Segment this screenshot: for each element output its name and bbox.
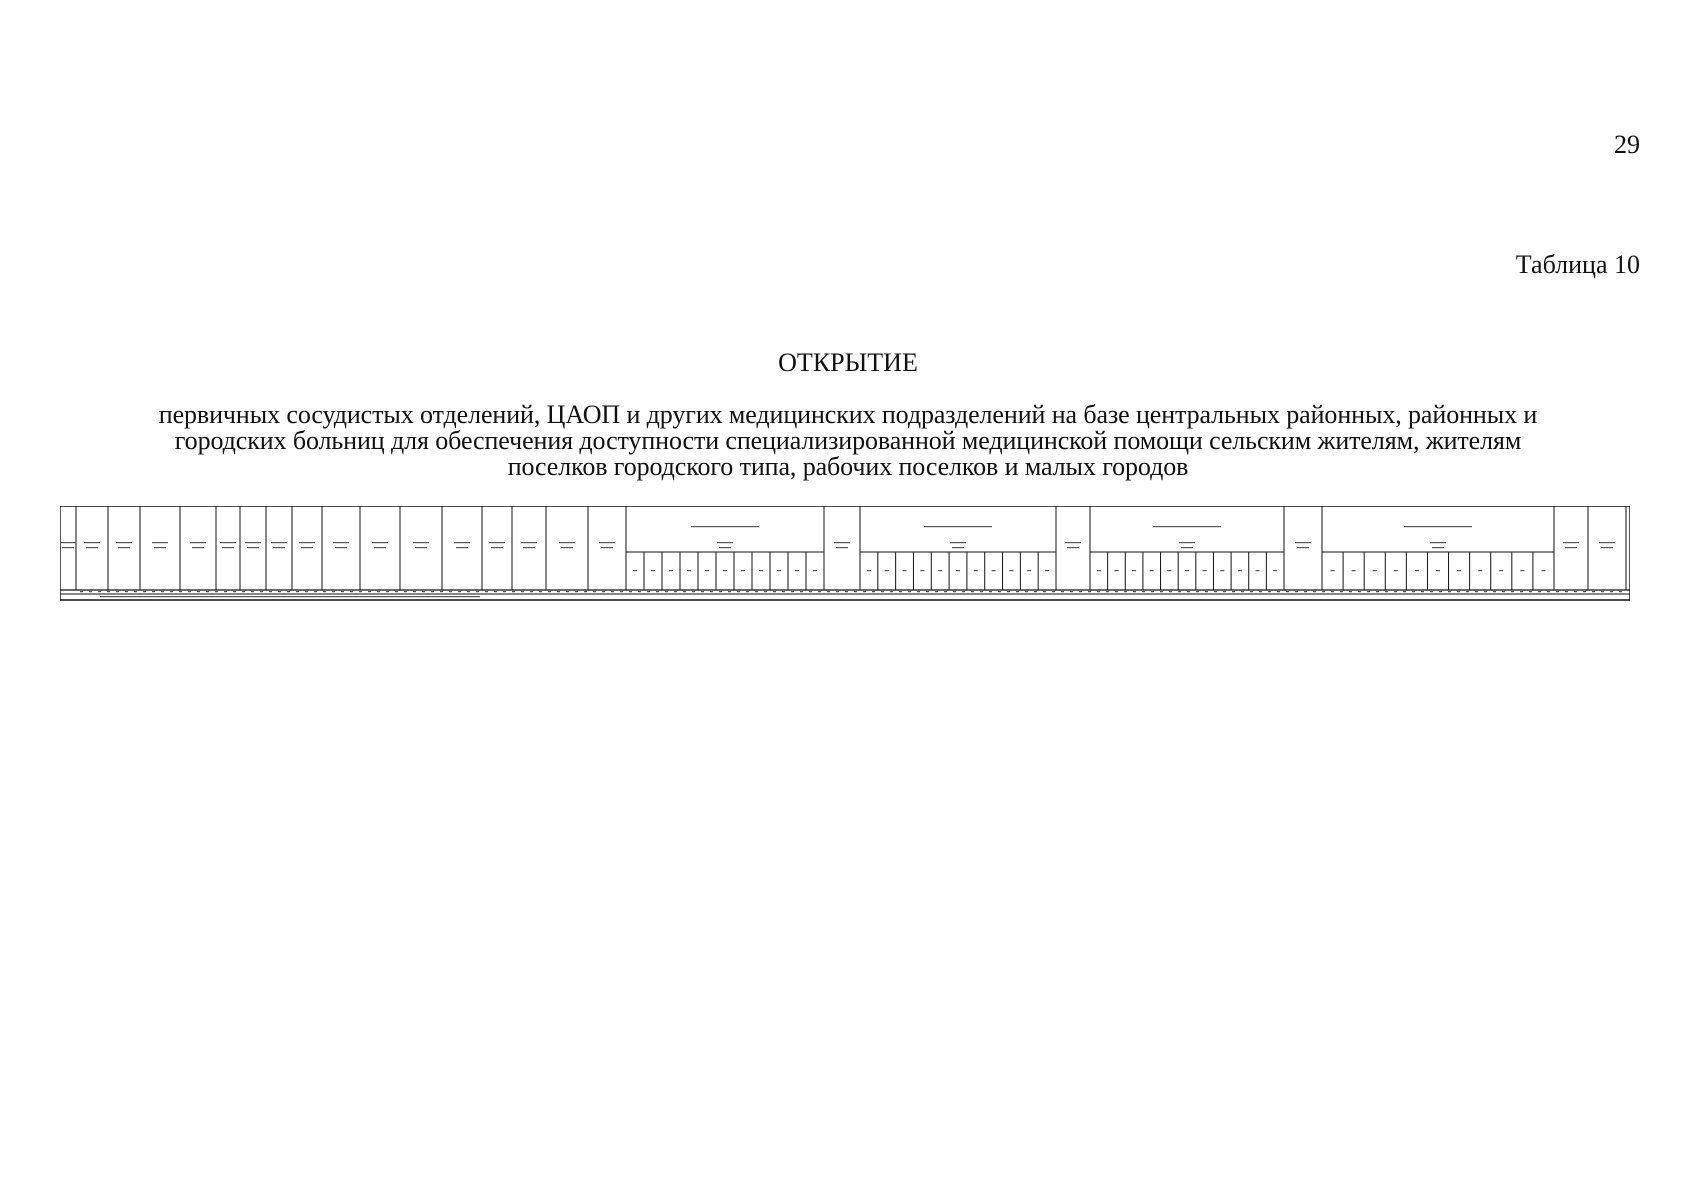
header-text-mark [561,547,573,548]
numbering-mark [215,591,218,592]
numbering-mark [188,591,191,592]
numbering-mark [503,591,506,592]
table-label: Таблица 10 [1515,250,1640,279]
header-text-mark [247,547,259,548]
group-title-mark [691,526,759,527]
header-text-mark [834,542,850,543]
subtitle-line: первичных сосудистых отделений, ЦАОП и других медицинских подразделений на базе центральных районных, районных и [158,400,1538,429]
numbering-mark [431,591,434,592]
subcolumn-label-mark [1150,570,1154,571]
subcolumn-label-mark [1273,570,1277,571]
numbering-mark [1412,591,1415,592]
numbering-mark [1358,591,1361,592]
numbering-mark [1196,591,1199,592]
header-text-mark [1432,547,1444,548]
subcolumn-label-mark [1499,570,1503,571]
header-text-mark [415,547,427,548]
header-text-mark [601,547,613,548]
numbering-mark [1619,591,1622,592]
numbering-mark [1565,591,1568,592]
numbering-mark [1061,591,1064,592]
subcolumn-label-mark [705,570,709,571]
numbering-mark [1106,591,1109,592]
subcolumn-label-mark [1203,570,1207,571]
header-text-mark [1065,542,1081,543]
numbering-mark [341,591,344,592]
numbering-mark [1232,591,1235,592]
subcolumn-label-mark [1009,570,1013,571]
numbering-mark [467,591,470,592]
numbering-mark [1511,591,1514,592]
numbering-mark [998,591,1001,592]
numbering-mark [620,591,623,592]
numbering-mark [1601,591,1604,592]
numbering-mark [1007,591,1010,592]
document-title: ОТКРЫТИЕ [778,348,918,377]
numbering-mark [1223,591,1226,592]
header-text-mark [599,542,615,543]
numbering-mark [1430,591,1433,592]
numbering-mark [224,591,227,592]
header-text-mark [271,542,287,543]
numbering-mark [854,591,857,592]
numbering-mark [647,591,650,592]
numbering-mark [683,591,686,592]
header-text-mark [1563,542,1579,543]
numbering-mark [746,591,749,592]
numbering-mark [125,591,128,592]
numbering-mark [512,591,515,592]
header-text-mark [190,542,206,543]
numbering-mark [1124,591,1127,592]
numbering-mark [728,591,731,592]
numbering-mark [1493,591,1496,592]
subcolumn-label-mark [1238,570,1242,571]
subcolumn-label-mark [1520,570,1524,571]
numbering-mark [836,591,839,592]
subcolumn-label-mark [903,570,907,571]
numbering-mark [665,591,668,592]
header-text-mark [60,542,76,543]
header-text-mark [1599,542,1615,543]
header-text-mark [299,542,315,543]
header-text-mark [1179,542,1195,543]
numbering-mark [233,591,236,592]
numbering-mark [917,591,920,592]
numbering-mark [602,591,605,592]
numbering-mark [1043,591,1046,592]
header-text-mark [192,547,204,548]
subcolumn-label-mark [795,570,799,571]
numbering-mark [710,591,713,592]
numbering-mark [1070,591,1073,592]
numbering-mark [1259,591,1262,592]
numbering-mark [314,591,317,592]
numbering-mark [242,591,245,592]
subcolumn-label-mark [992,570,996,571]
subcolumn-label-mark [687,570,691,571]
subcolumn-label-mark [1352,570,1356,571]
group-title-mark [924,526,992,527]
numbering-mark [539,591,542,592]
numbering-mark [791,591,794,592]
numbering-mark [1088,591,1091,592]
header-text-mark [220,542,236,543]
table-grid [60,506,1630,602]
numbering-mark [494,591,497,592]
numbering-mark [1097,591,1100,592]
subcolumn-label-mark [813,570,817,571]
numbering-mark [1115,591,1118,592]
header-text-mark [456,547,468,548]
numbering-mark [809,591,812,592]
numbering-mark [359,591,362,592]
numbering-mark [1142,591,1145,592]
numbering-mark [593,591,596,592]
numbering-mark [1016,591,1019,592]
numbering-mark [1349,591,1352,592]
header-text-mark [717,542,733,543]
subcolumn-label-mark [1331,570,1335,571]
numbering-mark [89,591,92,592]
numbering-mark [143,591,146,592]
numbering-mark [908,591,911,592]
subcolumn-label-mark [1436,570,1440,571]
header-text-mark [1181,547,1193,548]
subtitle-line: городских больниц для обеспечения доступности специализированной медицинской помощи сельским жителям, жителям [174,426,1522,455]
numbering-mark [1205,591,1208,592]
numbering-mark [1250,591,1253,592]
header-text-mark [719,547,731,548]
numbering-mark [1295,591,1298,592]
numbering-mark [179,591,182,592]
header-text-mark [1297,547,1309,548]
numbering-mark [476,591,479,592]
numbering-mark [926,591,929,592]
numbering-mark [944,591,947,592]
group-title-mark [1404,526,1472,527]
numbering-mark [1529,591,1532,592]
numbering-mark [368,591,371,592]
numbering-mark [629,591,632,592]
numbering-mark [1286,591,1289,592]
header-text-mark [84,542,100,543]
numbering-mark [332,591,335,592]
header-text-mark [372,542,388,543]
header-text-mark [335,547,347,548]
header-text-mark [523,547,535,548]
numbering-mark [719,591,722,592]
numbering-mark [1277,591,1280,592]
header-text-mark [116,542,132,543]
numbering-mark [692,591,695,592]
subcolumn-label-mark [1457,570,1461,571]
numbering-mark [1151,591,1154,592]
numbering-mark [548,591,551,592]
header-text-mark [413,542,429,543]
numbering-mark [1268,591,1271,592]
numbering-mark [575,591,578,592]
footnote-mark [100,596,480,597]
numbering-mark [440,591,443,592]
header-text-mark [1430,542,1446,543]
numbering-mark [1502,591,1505,592]
header-text-mark [521,542,537,543]
numbering-mark [305,591,308,592]
numbering-mark [521,591,524,592]
subcolumn-label-mark [1256,570,1260,571]
numbering-mark [170,591,173,592]
numbering-mark [980,591,983,592]
subcolumn-label-mark [1027,570,1031,571]
numbering-mark [1241,591,1244,592]
numbering-mark [1457,591,1460,592]
subtitle-line: поселков городского типа, рабочих поселков и малых городов [507,452,1189,481]
numbering-mark [566,591,569,592]
header-text-mark [273,547,285,548]
numbering-mark [296,591,299,592]
numbering-mark [584,591,587,592]
numbering-mark [674,591,677,592]
numbering-mark [350,591,353,592]
numbering-mark [422,591,425,592]
subcolumn-label-mark [1097,570,1101,571]
subcolumn-label-mark [867,570,871,571]
header-text-mark [118,547,130,548]
numbering-mark [107,591,110,592]
numbering-mark [134,591,137,592]
subcolumn-label-mark [974,570,978,571]
subcolumn-label-mark [1394,570,1398,571]
numbering-mark [1079,591,1082,592]
header-text-mark [245,542,261,543]
subcolumn-label-mark [777,570,781,571]
subcolumn-label-mark [885,570,889,571]
header-text-mark [374,547,386,548]
numbering-mark [800,591,803,592]
numbering-mark [161,591,164,592]
numbering-mark [260,591,263,592]
numbering-mark [1421,591,1424,592]
numbering-mark [557,591,560,592]
numbering-mark [737,591,740,592]
numbering-mark [845,591,848,592]
numbering-mark [1187,591,1190,592]
group-title-mark [1153,526,1221,527]
numbering-mark [971,591,974,592]
numbering-mark [278,591,281,592]
numbering-mark [1376,591,1379,592]
numbering-mark [377,591,380,592]
subcolumn-label-mark [1220,570,1224,571]
numbering-mark [863,591,866,592]
numbering-mark [206,591,209,592]
header-text-mark [333,542,349,543]
numbering-mark [80,591,83,592]
numbering-mark [1538,591,1541,592]
numbering-mark [287,591,290,592]
numbering-mark [872,591,875,592]
subcolumn-label-mark [741,570,745,571]
header-text-mark [86,547,98,548]
header-text-mark [1601,547,1613,548]
numbering-mark [1547,591,1550,592]
header-text-mark [489,542,505,543]
numbering-mark [197,591,200,592]
numbering-mark [485,591,488,592]
subcolumn-label-mark [1541,570,1545,571]
numbering-mark [611,591,614,592]
subcolumn-label-mark [669,570,673,571]
numbering-mark [701,591,704,592]
numbering-mark [1025,591,1028,592]
numbering-mark [1484,591,1487,592]
numbering-mark [881,591,884,592]
subcolumn-label-mark [723,570,727,571]
subcolumn-label-mark [651,570,655,571]
numbering-mark [890,591,893,592]
subcolumn-label-mark [1132,570,1136,571]
numbering-mark [1520,591,1523,592]
numbering-mark [1304,591,1307,592]
numbering-mark [152,591,155,592]
subcolumn-label-mark [1114,570,1118,571]
numbering-mark [1052,591,1055,592]
numbering-mark [98,591,101,592]
subcolumn-label-mark [938,570,942,571]
subcolumn-label-mark [633,570,637,571]
header-text-mark [154,547,166,548]
numbering-mark [1133,591,1136,592]
numbering-mark [1439,591,1442,592]
subcolumn-label-mark [1045,570,1049,571]
numbering-mark [899,591,902,592]
numbering-mark [1367,591,1370,592]
subcolumn-label-mark [920,570,924,571]
numbering-mark [755,591,758,592]
header-text-mark [491,547,503,548]
header-text-mark [1295,542,1311,543]
numbering-mark [323,591,326,592]
numbering-mark [1322,591,1325,592]
numbering-mark [1160,591,1163,592]
numbering-mark [1475,591,1478,592]
header-text-mark [62,547,74,548]
numbering-mark [251,591,254,592]
header-text-mark [1565,547,1577,548]
subcolumn-label-mark [956,570,960,571]
numbering-mark [1313,591,1316,592]
header-text-mark [1067,547,1079,548]
subcolumn-label-mark [1373,570,1377,571]
header-text-mark [301,547,313,548]
header-text-mark [950,542,966,543]
numbering-mark [1592,591,1595,592]
numbering-mark [458,591,461,592]
numbering-mark [1394,591,1397,592]
header-text-mark [836,547,848,548]
numbering-mark [962,591,965,592]
numbering-mark [764,591,767,592]
numbering-mark [1169,591,1172,592]
numbering-mark [773,591,776,592]
numbering-mark [989,591,992,592]
numbering-mark [1178,591,1181,592]
numbering-mark [116,591,119,592]
numbering-mark [1331,591,1334,592]
header-text-mark [222,547,234,548]
numbering-mark [449,591,452,592]
numbering-mark [395,591,398,592]
numbering-mark [1340,591,1343,592]
header-text-mark [559,542,575,543]
numbering-mark [1034,591,1037,592]
subcolumn-label-mark [1167,570,1171,571]
numbering-mark [827,591,830,592]
subcolumn-label-mark [759,570,763,571]
numbering-mark [1610,591,1613,592]
numbering-mark [1556,591,1559,592]
numbering-mark [782,591,785,592]
header-text-mark [152,542,168,543]
subcolumn-label-mark [1415,570,1419,571]
numbering-mark [1403,591,1406,592]
numbering-mark [953,591,956,592]
numbering-mark [413,591,416,592]
numbering-mark [1214,591,1217,592]
numbering-mark [1385,591,1388,592]
numbering-mark [818,591,821,592]
numbering-mark [386,591,389,592]
numbering-mark [656,591,659,592]
numbering-mark [1583,591,1586,592]
header-text-mark [952,547,964,548]
document-subtitle [90,402,1606,480]
page-number: 29 [1614,130,1640,159]
numbering-mark [638,591,641,592]
numbering-mark [935,591,938,592]
data-table [60,506,1630,602]
numbering-mark [1574,591,1577,592]
numbering-mark [1466,591,1469,592]
subcolumn-label-mark [1185,570,1189,571]
numbering-mark [269,591,272,592]
header-text-mark [454,542,470,543]
numbering-mark [530,591,533,592]
numbering-mark [404,591,407,592]
numbering-mark [1448,591,1451,592]
subcolumn-label-mark [1478,570,1482,571]
